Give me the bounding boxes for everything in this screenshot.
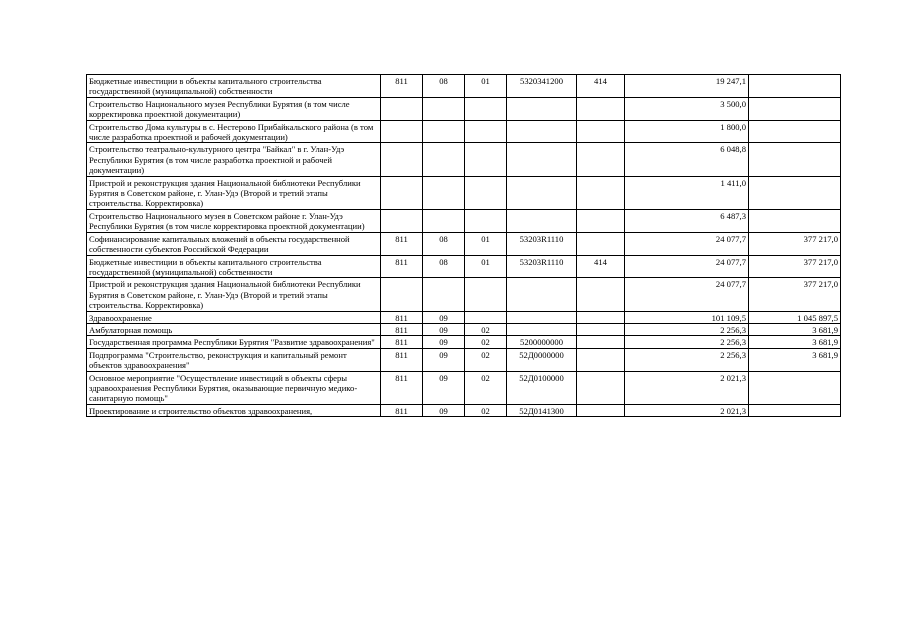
cell-name: Строительство Национального музея Республики Бурятия (в том числе корректировка проектной документации) <box>87 97 381 120</box>
cell-name: Амбулаторная помощь <box>87 323 381 335</box>
cell-amount-2 <box>749 143 841 176</box>
table-row <box>87 143 841 176</box>
cell-section <box>423 97 465 120</box>
cell-expense-type <box>577 232 625 255</box>
cell-amount-1: 6 487,3 <box>625 209 749 232</box>
cell-amount-1: 24 077,7 <box>625 232 749 255</box>
cell-expense-type <box>577 176 625 209</box>
cell-amount-2: 3 681,9 <box>749 323 841 335</box>
cell-target-article <box>507 176 577 209</box>
cell-subsection <box>465 209 507 232</box>
cell-amount-2: 377 217,0 <box>749 278 841 311</box>
cell-target-article <box>507 311 577 323</box>
cell-subsection: 02 <box>465 371 507 404</box>
cell-section: 09 <box>423 323 465 335</box>
cell-amount-2 <box>749 404 841 416</box>
table-row <box>87 348 841 371</box>
cell-target-article: 53203R1110 <box>507 255 577 278</box>
cell-section: 09 <box>423 348 465 371</box>
cell-target-article: 5200000000 <box>507 336 577 348</box>
cell-admin-code <box>381 97 423 120</box>
cell-target-article <box>507 209 577 232</box>
table-row <box>87 120 841 143</box>
cell-subsection: 01 <box>465 75 507 98</box>
table-row <box>87 75 841 98</box>
cell-subsection <box>465 311 507 323</box>
cell-expense-type <box>577 278 625 311</box>
cell-target-article <box>507 120 577 143</box>
cell-amount-1: 2 256,3 <box>625 336 749 348</box>
cell-expense-type <box>577 371 625 404</box>
table-row <box>87 404 841 416</box>
cell-section: 08 <box>423 255 465 278</box>
table-row <box>87 97 841 120</box>
cell-admin-code: 811 <box>381 323 423 335</box>
cell-section: 09 <box>423 404 465 416</box>
cell-expense-type <box>577 404 625 416</box>
cell-name: Пристрой и реконструкция здания Национальной библиотеки Республики Бурятия в Советском районе, г. Улан-Удэ (Второй и третий этапы строительства. Корректировка) <box>87 176 381 209</box>
cell-target-article <box>507 323 577 335</box>
cell-amount-1: 3 500,0 <box>625 97 749 120</box>
cell-amount-2 <box>749 97 841 120</box>
cell-admin-code: 811 <box>381 404 423 416</box>
cell-expense-type <box>577 143 625 176</box>
cell-admin-code: 811 <box>381 311 423 323</box>
cell-expense-type: 414 <box>577 75 625 98</box>
cell-name: Строительство театрально-культурного центра "Байкал" в г. Улан-Удэ Республики Бурятия (в том числе разработка проектной и рабочей документации) <box>87 143 381 176</box>
cell-expense-type <box>577 336 625 348</box>
cell-section <box>423 176 465 209</box>
cell-amount-2 <box>749 176 841 209</box>
budget-table <box>86 74 841 417</box>
cell-amount-1: 2 256,3 <box>625 348 749 371</box>
cell-amount-1: 2 256,3 <box>625 323 749 335</box>
cell-admin-code <box>381 278 423 311</box>
cell-name: Бюджетные инвестиции в объекты капитального строительства государственной (муниципальной) собственности <box>87 255 381 278</box>
cell-amount-2 <box>749 75 841 98</box>
cell-admin-code <box>381 143 423 176</box>
cell-amount-1: 1 411,0 <box>625 176 749 209</box>
cell-name: Государственная программа Республики Бурятия "Развитие здравоохранения" <box>87 336 381 348</box>
cell-subsection <box>465 176 507 209</box>
cell-admin-code: 811 <box>381 232 423 255</box>
table-row <box>87 278 841 311</box>
cell-name: Бюджетные инвестиции в объекты капитального строительства государственной (муниципальной) собственности <box>87 75 381 98</box>
cell-admin-code <box>381 120 423 143</box>
cell-name: Строительство Национального музея в Советском районе г. Улан-Удэ Республики Бурятия (в том числе корректировка проектной документации) <box>87 209 381 232</box>
cell-section: 09 <box>423 371 465 404</box>
cell-name: Строительство Дома культуры в с. Нестерово Прибайкальского района (в том числе разработка проектной и рабочей документации) <box>87 120 381 143</box>
cell-subsection: 01 <box>465 232 507 255</box>
table-row <box>87 255 841 278</box>
cell-target-article: 5320341200 <box>507 75 577 98</box>
cell-subsection: 02 <box>465 348 507 371</box>
table-body <box>87 75 841 417</box>
cell-target-article <box>507 143 577 176</box>
cell-amount-2: 377 217,0 <box>749 255 841 278</box>
cell-subsection: 02 <box>465 323 507 335</box>
cell-amount-1: 2 021,3 <box>625 404 749 416</box>
cell-expense-type <box>577 209 625 232</box>
cell-subsection <box>465 97 507 120</box>
cell-section: 08 <box>423 232 465 255</box>
cell-subsection: 02 <box>465 336 507 348</box>
cell-expense-type <box>577 323 625 335</box>
cell-section: 09 <box>423 311 465 323</box>
cell-subsection: 01 <box>465 255 507 278</box>
cell-section <box>423 120 465 143</box>
cell-admin-code <box>381 176 423 209</box>
cell-admin-code: 811 <box>381 348 423 371</box>
cell-admin-code: 811 <box>381 255 423 278</box>
cell-name: Здравоохранение <box>87 311 381 323</box>
cell-name: Пристрой и реконструкция здания Национальной библиотеки Республики Бурятия в Советском районе, г. Улан-Удэ (Второй и третий этапы строительства. Корректировка) <box>87 278 381 311</box>
cell-admin-code: 811 <box>381 371 423 404</box>
cell-target-article: 52Д0100000 <box>507 371 577 404</box>
cell-amount-2: 1 045 897,5 <box>749 311 841 323</box>
cell-amount-2: 377 217,0 <box>749 232 841 255</box>
table-row <box>87 176 841 209</box>
cell-name: Проектирование и строительство объектов здравоохранения, <box>87 404 381 416</box>
cell-amount-1: 1 800,0 <box>625 120 749 143</box>
cell-admin-code: 811 <box>381 336 423 348</box>
cell-name: Основное мероприятие "Осуществление инвестиций в объекты сферы здравоохранения Республики Бурятия, оказывающие первичную медико-санитарную помощь" <box>87 371 381 404</box>
cell-amount-2 <box>749 120 841 143</box>
cell-target-article <box>507 97 577 120</box>
cell-amount-1: 6 048,8 <box>625 143 749 176</box>
cell-section: 09 <box>423 336 465 348</box>
cell-section <box>423 278 465 311</box>
table-row <box>87 209 841 232</box>
table-row <box>87 311 841 323</box>
cell-expense-type <box>577 97 625 120</box>
cell-amount-1: 101 109,5 <box>625 311 749 323</box>
cell-subsection: 02 <box>465 404 507 416</box>
cell-amount-2: 3 681,9 <box>749 336 841 348</box>
cell-expense-type <box>577 311 625 323</box>
cell-name: Подпрограмма "Строительство, реконструкция и капитальный ремонт объектов здравоохранения" <box>87 348 381 371</box>
cell-admin-code <box>381 209 423 232</box>
cell-section <box>423 143 465 176</box>
cell-amount-1: 2 021,3 <box>625 371 749 404</box>
cell-amount-1: 19 247,1 <box>625 75 749 98</box>
cell-expense-type: 414 <box>577 255 625 278</box>
cell-expense-type <box>577 120 625 143</box>
cell-section: 08 <box>423 75 465 98</box>
table-row <box>87 232 841 255</box>
cell-amount-1: 24 077,7 <box>625 278 749 311</box>
cell-amount-1: 24 077,7 <box>625 255 749 278</box>
cell-target-article: 53203R1110 <box>507 232 577 255</box>
cell-target-article: 52Д0141300 <box>507 404 577 416</box>
cell-amount-2: 3 681,9 <box>749 348 841 371</box>
cell-subsection <box>465 120 507 143</box>
cell-subsection <box>465 143 507 176</box>
table-row <box>87 336 841 348</box>
cell-expense-type <box>577 348 625 371</box>
table-row <box>87 371 841 404</box>
budget-table-page <box>86 74 841 417</box>
cell-subsection <box>465 278 507 311</box>
cell-target-article: 52Д0000000 <box>507 348 577 371</box>
cell-amount-2 <box>749 209 841 232</box>
cell-admin-code: 811 <box>381 75 423 98</box>
cell-amount-2 <box>749 371 841 404</box>
cell-section <box>423 209 465 232</box>
table-row <box>87 323 841 335</box>
cell-name: Софинансирование капитальных вложений в объекты государственной собственности субъектов Российской Федерации <box>87 232 381 255</box>
cell-target-article <box>507 278 577 311</box>
